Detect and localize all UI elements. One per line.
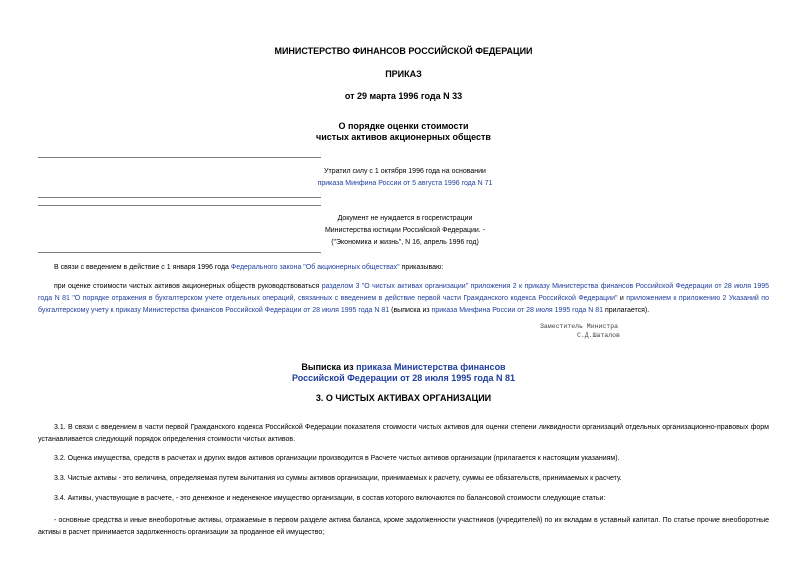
paragraph-3-4 bbox=[38, 493, 769, 505]
divider bbox=[38, 197, 321, 198]
ministry-title: МИНИСТЕРСТВО ФИНАНСОВ РОССИЙСКОЙ ФЕДЕРАЦИИ bbox=[274, 46, 533, 56]
divider bbox=[38, 205, 321, 206]
extract-order-link-cont[interactable]: Российской Федерации от 28 июля 1995 года N 81 bbox=[291, 373, 516, 383]
section3-link[interactable]: разделом 3 "О чистых активах организации" приложения 2 к приказу Министерства финансов Российской Федерации от 28 июля 1995 года N 81 "О порядке отражения в бухгалтерском учете отдельных операций, связанных с введением в действие первой части Гражданского кодекса Российской Федерации" bbox=[38, 283, 769, 302]
order-text: и bbox=[617, 295, 627, 302]
doc-title-line2: чистых активов акционерных обществ bbox=[316, 132, 491, 142]
registration-note-line3: ("Экономика и жизнь", N 16, апрель 1996 год) bbox=[331, 239, 479, 246]
paragraph-3-2 bbox=[38, 453, 769, 465]
order-text: (выписка из bbox=[389, 307, 432, 314]
registration-note-line2: Министерства юстиции Российской Федерации. - bbox=[324, 227, 486, 234]
status-note bbox=[240, 166, 570, 190]
divider bbox=[38, 252, 321, 253]
paragraph-3-4-text: 3.4. Активы, участвующие в расчете, - это денежное и неденежное имущество организации, в состав которого включаются по балансовой стоимости следующие статьи: bbox=[54, 495, 606, 502]
paragraph-3-1 bbox=[38, 422, 769, 446]
paragraph-3-2-text: 3.2. Оценка имущества, средств в расчетах и других видов активов организации производится в Расчете чистых активов организации (прилагается к настоящим указаниям). bbox=[54, 455, 620, 462]
extract-heading-line1 bbox=[0, 362, 807, 372]
extract-order-link[interactable]: приказа Министерства финансов bbox=[356, 362, 506, 372]
order-text: прилагается). bbox=[603, 307, 650, 314]
appendix-link[interactable]: приложением к приложению 2 Указаний по бухгалтерскому учету к приказу Министерства финансов Российской Федерации от 28 июля 1995 года N 81 bbox=[38, 295, 769, 314]
preamble-paragraph bbox=[38, 262, 769, 274]
extract-heading-line2 bbox=[0, 373, 807, 383]
order-paragraph bbox=[38, 281, 769, 317]
status-note-text: Утратил силу с 1 октября 1996 года на основании bbox=[324, 168, 486, 175]
signature-position: Заместитель Министра bbox=[540, 323, 619, 330]
signature-name: С.Д.Шаталов bbox=[577, 332, 620, 339]
status-note-link[interactable]: приказа Минфина России от 5 августа 1996 года N 71 bbox=[317, 180, 493, 187]
doc-title-line1: О порядке оценки стоимости bbox=[338, 121, 469, 131]
registration-note bbox=[240, 213, 570, 249]
paragraph-3-4-item-text: - основные средства и иные внеоборотные активы, отражаемые в первом разделе актива баланса, кроме задолженности участников (учредителей) по их вкладам в уставный капитал. По статье прочие внеоборотные активы в расчет принимается задолженность организации за проданное ей имущество; bbox=[38, 517, 769, 536]
paragraph-3-3-text: 3.3. Чистые активы - это величина, определяемая путем вычитания из суммы активов организации, принимаемых к расчету, суммы ее обязательств, принимаемых к расчету. bbox=[54, 475, 622, 482]
paragraph-3-1-text: 3.1. В связи с введением в части первой Гражданского кодекса Российской Федерации показателя стоимости чистых активов для оценки степени ликвидности организаций отдельных организационно-правовых форм устанавливается следующий порядок определения стоимости чистых активов. bbox=[38, 424, 769, 443]
extract-heading-prefix: Выписка из bbox=[301, 362, 357, 372]
divider bbox=[38, 157, 321, 158]
doc-date-number: от 29 марта 1996 года N 33 bbox=[344, 91, 463, 101]
order-text: при оценке стоимости чистых активов акционерных обществ руководствоваться bbox=[54, 283, 322, 290]
doc-type: ПРИКАЗ bbox=[385, 69, 422, 79]
registration-note-line1: Документ не нуждается в госрегистрации bbox=[337, 215, 473, 222]
section-title: 3. О ЧИСТЫХ АКТИВАХ ОРГАНИЗАЦИИ bbox=[315, 393, 492, 403]
federal-law-link[interactable]: Федерального закона "Об акционерных обществах" bbox=[230, 264, 400, 271]
preamble-text-end: приказываю: bbox=[399, 264, 444, 271]
paragraph-3-4-item bbox=[38, 515, 769, 539]
order81-link[interactable]: приказа Минфина России от 28 июля 1995 года N 81 bbox=[431, 307, 604, 314]
paragraph-3-3 bbox=[38, 473, 769, 485]
preamble-text: В связи с введением в действие с 1 января 1996 года bbox=[54, 264, 231, 271]
